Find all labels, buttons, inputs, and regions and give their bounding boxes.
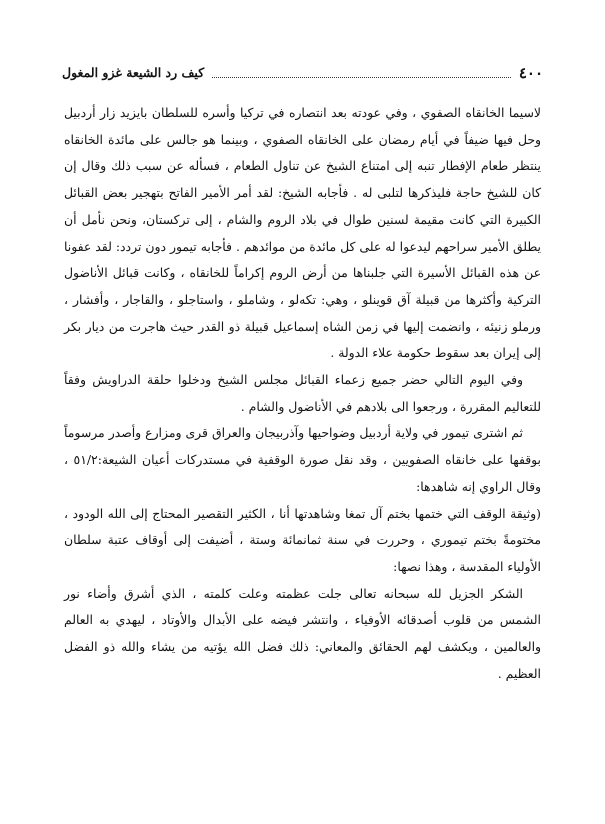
paragraph: الشكر الجزيل لله سبحانه تعالى جلت عظمته وعلت كلمته ، الذي أشرق وأضاء نور الشمس من قلوب أصدقائه الأوفياء ، وانتشر فيضه على الأبدال والأوتاد ، ليهدي به العالم والعالمين ، ويكشف لهم الحقائق والمعاني: ذلك فضل الله يؤتيه من يشاء والله ذو الفضل العظيم .	[64, 585, 541, 681]
paragraph: وفي اليوم التالي حضر جميع زعماء القبائل مجلس الشيخ ودخلوا حلقة الدراويش وفقاً للتعاليم المقررة ، ورجعوا الى بلادهم في الأناضول والشام .	[64, 372, 541, 414]
paragraph: ثم اشترى تيمور في ولاية أردبيل وضواحيها وآذربيجان والعراق قرى ومزارع وأصدر مرسوماً بوقفها على خانقاه الصفويين ، وقد نقل صورة الوقفية في مستدركات أعيان الشيعة:٥١/٢ ، وقال الراوي إنه شاهدها:	[64, 425, 541, 494]
paragraph: لاسيما الخانقاه الصفوي ، وفي عودته بعد انتصاره في تركيا وأسره للسلطان بايزيد زار أردبيل وحل فيها ضيفاً في أيام رمضان على الخانقاه الصفوي ، وبينما هو جالس على مائدة الخانقاه ينتظر طعام الإفطار تنبه إلى امتناع الشيخ عن تناول الطعام ، فسأله عن سبب ذلك وقال إن كان للشيخ حاجة فليذكرها لتلبى له . فأجابه الشيخ: لقد أمر الأمير الفاتح بتهجير بعض القبائل الكبيرة التي كانت مقيمة لسنين طوال في بلاد الروم والشام ، إلى تركستان، ونحن نأمل أن يطلق الأمير سراحهم ليدعوا له على كل مائدة من موائدهم . فأجابه تيمور دون تردد: لقد عفونا عن هذه القبائل الأسيرة التي جلبناها من أرض الروم إكراماً للخانقاه ، وكانت قبائل الأناضول التركية وأكثرها من قبيلة آق قوينلو ، وهي: تكەلو ، وشاملو ، واستاجلو ، والقاجار ، وأفشار ، ورملو زنيئه ، وانضمت إليها في زمن الشاه إسماعيل قبيلة ذو القدر حيث هاجرت من ديار بكر إلى إيران بعد سقوط حكومة علاء الدولة .	[64, 105, 541, 361]
header-dotted-rule	[212, 77, 511, 78]
body-text	[64, 100, 541, 687]
running-title: كيف رد الشيعة غزو المغول	[62, 65, 205, 80]
page-number: ٤٠٠	[518, 64, 543, 82]
paragraph: (وثيقة الوقف التي ختمها بختم آل تمغا وشاهدتها أنا ، الكثير التقصير المحتاج إلى الله الودود ، مختومةً بختم تيموري ، وحررت في سنة ثمانمائة وستة ، أضيفت إلى أوقاف عتبة سلطان الأولياء المقدسة ، وهذا نصها:	[64, 505, 541, 574]
page-header	[62, 58, 543, 82]
